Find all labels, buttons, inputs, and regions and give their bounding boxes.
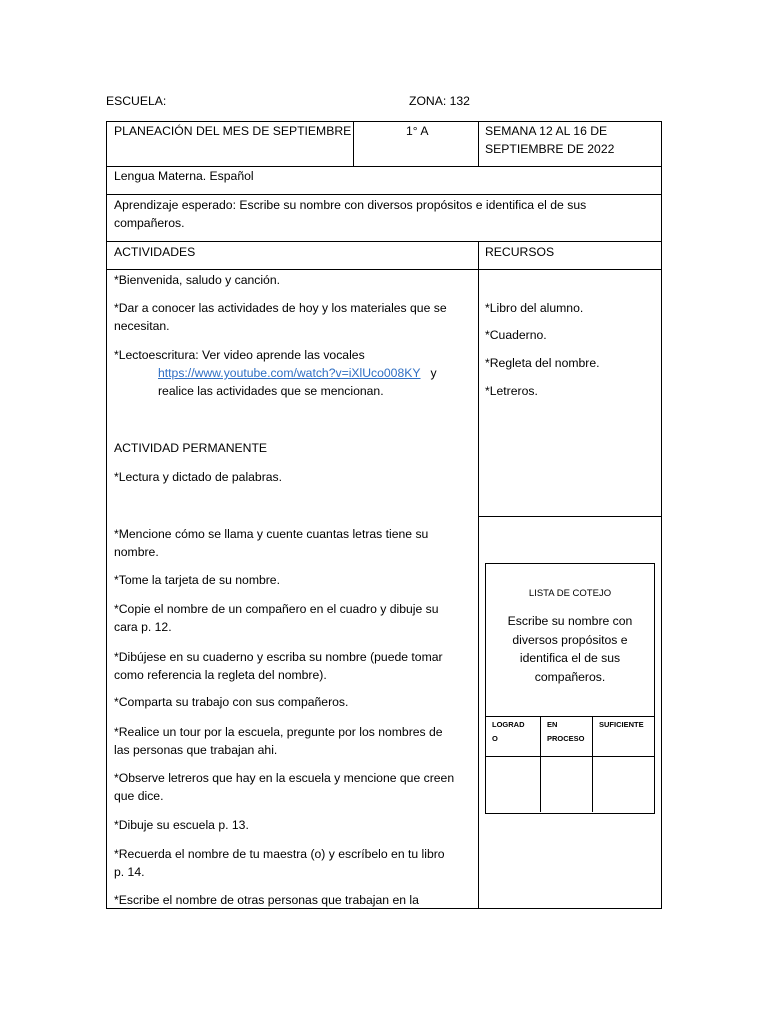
learning-line-2: compañeros. [114,216,185,230]
checklist-header-line: SUFICIENTE [599,720,644,729]
list-item: *Realice un tour por la escuela, pregunte por los nombres de [114,725,443,739]
list-item: *Dibuje su escuela p. 13. [114,818,249,832]
list-item: *Comparta su trabajo con sus compañeros. [114,695,349,709]
list-item: las personas que trabajan ahi. [114,743,278,757]
resource-item: *Cuaderno. [485,328,547,342]
list-item: *Copie el nombre de un compañero en el cuadro y dibuje su [114,602,439,616]
activity-intro-line-1: *Dar a conocer las actividades de hoy y los materiales que se [114,301,447,315]
list-item: como referencia la regleta del nombre). [114,668,327,682]
checklist-description [486,612,654,686]
list-item: p. 14. [114,865,145,879]
checklist-title: LISTA DE COTEJO [528,588,612,599]
list-item: *Tome la tarjeta de su nombre. [114,573,280,587]
checklist-description-line: compañeros. [534,669,606,684]
activity-lecto-line-2 [158,364,437,382]
grade-label: 1° A [406,124,429,138]
zone-label: ZONA: 132 [409,94,470,108]
list-item: cara p. 12. [114,620,172,634]
list-item: *Recuerda el nombre de tu maestra (o) y escríbelo en tu libro [114,847,445,861]
week-line-2: SEPTIEMBRE DE 2022 [485,142,615,156]
activities-header: ACTIVIDADES [114,245,196,259]
checklist-header-achieved [492,718,525,746]
list-item: *Dibújese en su cuaderno y escriba su nombre (puede tomar [114,650,443,664]
list-item: *Observe letreros que hay en la escuela y mencione que creen [114,771,455,785]
checklist-description-line: Escribe su nombre con [507,614,633,628]
activity-lecto-line-3: realice las actividades que se mencionan. [158,384,384,398]
checklist-header-line: EN [547,720,558,729]
checklist-header-sufficient [599,718,644,732]
checklist-description-line: identifica el de sus [519,651,621,665]
list-item: *Escribe el nombre de otras personas que trabajan en la [114,893,419,907]
checklist-header-in-progress [547,718,585,746]
permanent-activity-item: *Lectura y dictado de palabras. [114,470,283,484]
week-line-1: SEMANA 12 AL 16 DE [485,124,608,138]
subject-label: Lengua Materna. Español [114,169,254,183]
permanent-activity-title: ACTIVIDAD PERMANENTE [114,441,268,455]
checklist-header-line: O [492,734,498,743]
resource-item: *Libro del alumno. [485,301,584,315]
planning-title: PLANEACIÓN DEL MES DE SEPTIEMBRE [114,124,352,138]
video-link[interactable]: https://www.youtube.com/watch?v=iXlUco008KY [158,366,421,380]
list-item: *Mencione cómo se llama y cuente cuantas letras tiene su [114,527,429,541]
checklist-header-line: PROCESO [547,734,585,743]
resource-item: *Letreros. [485,384,538,398]
activity-welcome: *Bienvenida, saludo y canción. [114,273,280,287]
list-item: nombre. [114,545,159,559]
resource-item: *Regleta del nombre. [485,356,600,370]
checklist-header-line: LOGRAD [492,720,525,729]
lecto-link-suffix: y [430,366,437,380]
learning-line-1: Aprendizaje esperado: Escribe su nombre con diversos propósitos e identifica el de sus [114,198,587,212]
resources-header: RECURSOS [485,245,555,259]
school-label: ESCUELA: [106,94,167,108]
list-item: que dice. [114,789,164,803]
checklist-description-line: diversos propósitos e [512,632,628,647]
activity-intro-line-2: necesitan. [114,319,170,333]
activity-lecto-line-1: *Lectoescritura: Ver video aprende las vocales [114,348,365,362]
